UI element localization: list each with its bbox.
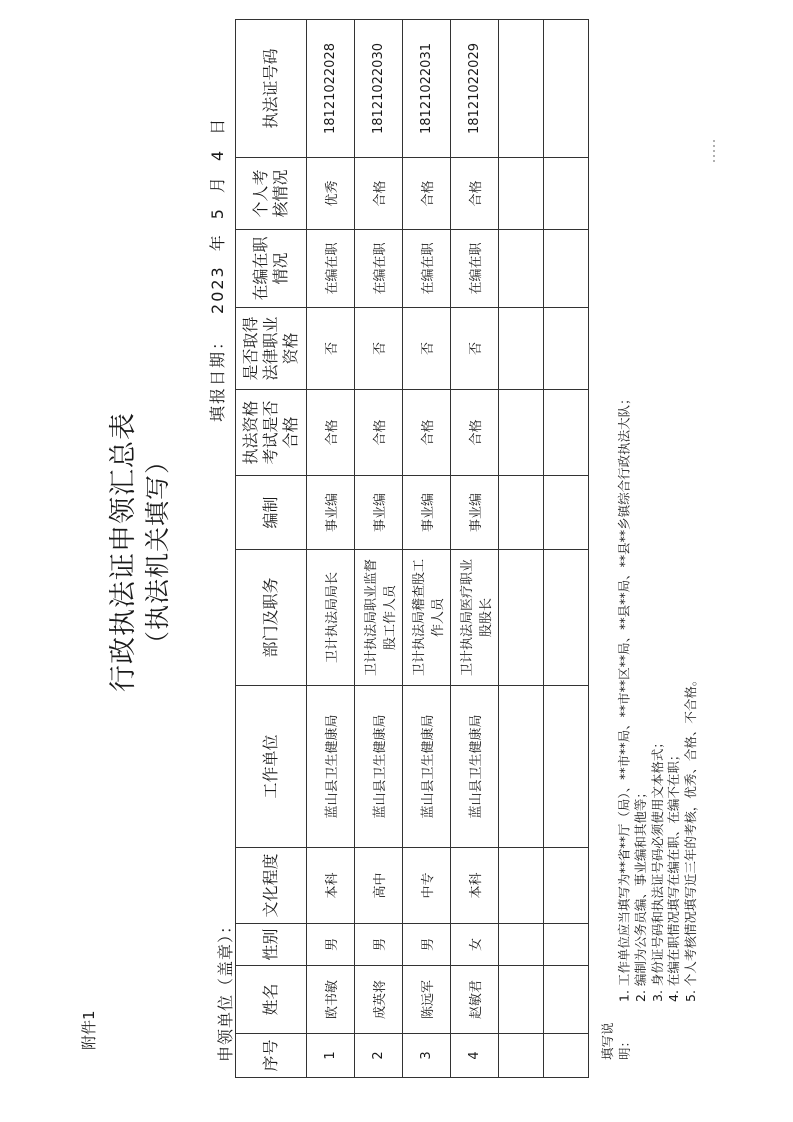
header-cell: 性别 xyxy=(236,924,307,966)
table-cell: 在编在职 xyxy=(451,230,499,308)
table-cell xyxy=(544,848,589,924)
table-cell xyxy=(544,550,589,686)
table-cell: 18121022028 xyxy=(307,20,355,158)
table-cell xyxy=(499,20,544,158)
table-cell xyxy=(499,476,544,550)
page-title: 行政执法证申领汇总表 xyxy=(108,412,139,692)
table-cell xyxy=(499,966,544,1034)
table-cell: 合格 xyxy=(403,390,451,476)
table-cell: 在编在职 xyxy=(355,230,403,308)
table-cell: 欧书敏 xyxy=(307,966,355,1034)
scan-artifact xyxy=(700,132,704,162)
header-cell: 姓名 xyxy=(236,966,307,1034)
header-cell: 部门及职务 xyxy=(236,550,307,686)
fill-date-month-unit: 月 xyxy=(208,175,227,194)
table-cell: 合格 xyxy=(403,158,451,230)
header-cell: 执法证号码 xyxy=(236,20,307,158)
table-cell: 事业编 xyxy=(403,476,451,550)
notes-label: 填写说明： xyxy=(600,1022,632,1060)
table-cell xyxy=(499,924,544,966)
table-cell: 合格 xyxy=(355,158,403,230)
header-cell: 序号 xyxy=(236,1034,307,1078)
table-cell xyxy=(499,230,544,308)
table-row xyxy=(307,20,355,1078)
table-cell: 否 xyxy=(403,308,451,390)
fill-instructions xyxy=(600,392,699,1060)
fill-date-year: 2023 xyxy=(208,265,227,314)
table-cell xyxy=(499,308,544,390)
table-cell: 成英将 xyxy=(355,966,403,1034)
table-cell xyxy=(544,308,589,390)
table-cell xyxy=(544,390,589,476)
header-cell: 工作单位 xyxy=(236,686,307,848)
table-cell xyxy=(544,686,589,848)
table-cell: 18121022031 xyxy=(403,20,451,158)
fill-date-month: 5 xyxy=(208,207,227,220)
table-cell: 18121022030 xyxy=(355,20,403,158)
header-cell: 个人考核情况 xyxy=(236,158,307,230)
applicant-unit-label: 申领单位（盖章）： xyxy=(216,916,235,1062)
table-cell xyxy=(544,230,589,308)
table-cell xyxy=(499,390,544,476)
table-cell: 本科 xyxy=(307,848,355,924)
table-cell: 事业编 xyxy=(307,476,355,550)
table-cell: 卫计执法局医疗职业股股长 xyxy=(451,550,499,686)
table-cell: 本科 xyxy=(451,848,499,924)
table-cell: 否 xyxy=(355,308,403,390)
table-cell xyxy=(499,550,544,686)
table-cell: 合格 xyxy=(355,390,403,476)
table-cell: 卫计执法局稽查股工作人员 xyxy=(403,550,451,686)
table-cell xyxy=(544,476,589,550)
table-cell xyxy=(544,1034,589,1078)
note-line xyxy=(600,392,633,1060)
fill-date-day: 4 xyxy=(208,148,227,162)
table-cell: 否 xyxy=(307,308,355,390)
table-cell xyxy=(544,20,589,158)
table-cell: 男 xyxy=(307,924,355,966)
table-cell: 陈远军 xyxy=(403,966,451,1034)
page-subtitle: （执法机关填写） xyxy=(143,448,172,657)
table-cell: 2 xyxy=(355,1034,403,1078)
table-cell: 蓝山县卫生健康局 xyxy=(355,686,403,848)
table-cell: 卫计执法局局长 xyxy=(307,550,355,686)
table-cell: 男 xyxy=(355,924,403,966)
header-cell: 文化程度 xyxy=(236,848,307,924)
table-cell: 1 xyxy=(307,1034,355,1078)
table-cell: 事业编 xyxy=(355,476,403,550)
table-cell: 合格 xyxy=(307,390,355,476)
table-cell xyxy=(499,686,544,848)
table-cell xyxy=(499,848,544,924)
table-cell: 合格 xyxy=(451,390,499,476)
table-cell xyxy=(499,158,544,230)
table-row-empty xyxy=(544,20,589,1078)
table-cell xyxy=(544,966,589,1034)
table-cell: 在编在职 xyxy=(403,230,451,308)
table-cell: 3 xyxy=(403,1034,451,1078)
table-cell: 18121022029 xyxy=(451,20,499,158)
table-row-empty xyxy=(499,20,544,1078)
table-cell: 事业编 xyxy=(451,476,499,550)
table-header-row xyxy=(236,20,307,1078)
fill-date-day-unit: 日 xyxy=(208,116,227,135)
attachment-label: 附件1 xyxy=(80,1010,98,1050)
table-cell xyxy=(544,924,589,966)
table-cell: 女 xyxy=(451,924,499,966)
fill-date xyxy=(210,117,226,422)
table-cell: 蓝山县卫生健康局 xyxy=(307,686,355,848)
note-item: 2. 编制为公务员编、事业编和其他等； xyxy=(633,786,648,1002)
table-cell: 优秀 xyxy=(307,158,355,230)
table-cell: 在编在职 xyxy=(307,230,355,308)
table-cell: 男 xyxy=(403,924,451,966)
table-cell: 否 xyxy=(451,308,499,390)
table-cell: 赵敏君 xyxy=(451,966,499,1034)
table-cell: 合格 xyxy=(451,158,499,230)
table-row xyxy=(451,20,499,1078)
note-item: 3. 身份证号码和执法证号码必须使用文本格式； xyxy=(649,736,665,1002)
header-cell: 是否取得法律职业资格 xyxy=(236,308,307,390)
table-cell xyxy=(544,158,589,230)
fill-date-label: 填报日期： xyxy=(208,331,227,422)
header-cell: 在编在职情况 xyxy=(236,230,307,308)
table-cell: 4 xyxy=(451,1034,499,1078)
table-row xyxy=(355,20,403,1078)
note-item: 1. 工作单位应当填写为**省**厅（局）、**市**局、**市**区**局、**县**局、**县**乡镇综合行政执法大队； xyxy=(616,392,632,1002)
header-cell: 编制 xyxy=(236,476,307,550)
table-cell xyxy=(499,1034,544,1078)
table-cell: 蓝山县卫生健康局 xyxy=(451,686,499,848)
license-summary-table xyxy=(235,19,589,1078)
table-cell: 卫计执法局职业监督股工作人员 xyxy=(355,550,403,686)
note-item: 5. 个人考核情况填写近三年的考核，优秀、合格、不合格。 xyxy=(682,673,698,1002)
table-cell: 高中 xyxy=(355,848,403,924)
table-cell: 中专 xyxy=(403,848,451,924)
note-item: 4. 在编在职情况填写在编在职、在编不在职； xyxy=(666,748,681,1002)
header-cell: 执法资格考试是否合格 xyxy=(236,390,307,476)
table-cell: 蓝山县卫生健康局 xyxy=(403,686,451,848)
table-row xyxy=(403,20,451,1078)
fill-date-year-unit: 年 xyxy=(208,233,227,252)
